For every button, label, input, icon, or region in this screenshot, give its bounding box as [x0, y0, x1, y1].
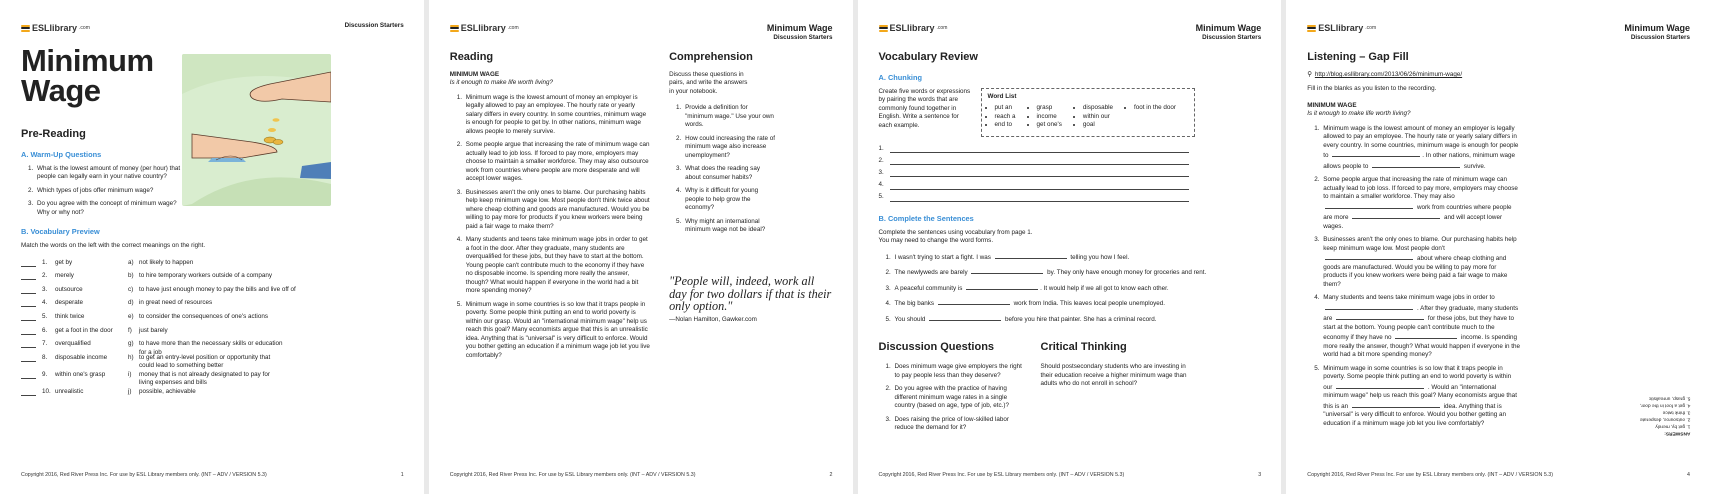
page-header — [450, 22, 833, 44]
answer-blank[interactable] — [21, 371, 36, 379]
answer-line[interactable] — [890, 183, 1189, 190]
section-heading: Pre-Reading — [21, 127, 86, 140]
complete-sentences — [879, 252, 1262, 325]
list-item: 4. Many students and teens take minimum wage jobs in order to . After they graduate, many students are for these jobs, but they have to start at the bottom. Young people can't contribute much to the economy if they have no income. Is spending more really the answer, though? What would happen if everyone in the world had a bit more spending money? — [1321, 294, 1521, 360]
answer-blank[interactable] — [1325, 303, 1413, 310]
list-item: 5. Why might an international minimum wage not be ideal? — [683, 218, 775, 235]
esl-library-logo: ESLlibrary .com — [879, 22, 948, 34]
table-row: 9. within one's grasp i) money that is not already designated to pay for living expenses and bills — [21, 371, 404, 388]
answer-blank[interactable] — [1352, 212, 1440, 219]
page-1 — [0, 0, 424, 494]
list-item: 2. Some people argue that increasing the rate of minimum wage can actually lead to job loss. If forced to pay more, employers may choose to maintain a smaller workforce. They may also outsource work from countries where people are more desperate and will accept lower wages. — [464, 141, 651, 184]
instructions: Discuss these questions in pairs, and write the answers in your notebook. — [669, 70, 748, 95]
instructions: Fill in the blanks as you listen to the recording. — [1307, 85, 1437, 93]
answer-blank[interactable] — [1336, 313, 1424, 320]
answer-blank[interactable] — [1332, 150, 1420, 157]
page-number: 4 — [1687, 471, 1690, 478]
article-question: Is it enough to make life worth living? — [449, 79, 554, 87]
subsection-heading: B. Complete the Sentences — [878, 213, 974, 223]
subsection-heading: A. Chunking — [878, 72, 923, 82]
section-heading: Listening – Gap Fill — [1307, 51, 1409, 63]
answer-line[interactable] — [890, 195, 1189, 202]
answer-blank[interactable] — [1325, 253, 1413, 260]
list-item: 3. Businesses aren't the only ones to blame. Our purchasing habits help keep minimum wage low. Most people don't about where cheap clothing and goods are manufactured. Would you be willing to pay more for products if you knew workers were being paid a fair wage to make them? — [1321, 236, 1521, 289]
quote-source: —Nolan Hamilton, Gawker.com — [669, 316, 757, 324]
page-3 — [858, 0, 1282, 494]
list-item: 4. Many students and teens take minimum wage jobs in order to get a foot in the door. After they graduate, many students are overqualified for these jobs, but they have to start at the bottom. Young people can't contribute much to the economy if they have no disposable income. Is spending more really the answer, though? What would happen if everyone in the world had a bit more spending money? — [464, 236, 651, 296]
page-header — [1307, 22, 1690, 44]
comprehension-column — [669, 44, 832, 365]
reading-paragraphs — [450, 94, 651, 361]
answer-blank[interactable] — [21, 313, 36, 321]
section-heading: Discussion Questions — [878, 341, 995, 354]
chunking-lines: 1. 2. 3. 4. 5. — [879, 141, 1189, 202]
answer-blank[interactable] — [21, 354, 36, 362]
critical-thinking-column — [1041, 334, 1191, 437]
list-item: 4. The big banks work from India. This leaves local people unemployed. — [893, 298, 1262, 309]
list-item: 2. How could increasing the rate of minimum wage also increase unemployment? — [683, 135, 775, 161]
list-item: 1. Minimum wage is the lowest amount of money an employer is legally allowed to pay an employee. The hourly rate or yearly salary differs in every country. In some countries, minimum wage is enough for people to . In other nations, minimum wage allows people to survive. — [1321, 125, 1521, 172]
discussion-column — [879, 334, 1025, 437]
table-row: 7. overqualified g) to have more than the necessary skills or education for a job — [21, 340, 404, 354]
section-heading: Comprehension — [669, 51, 753, 63]
answer-blank[interactable] — [971, 267, 1043, 274]
answer-blank[interactable] — [21, 286, 36, 294]
answer-blank[interactable] — [995, 252, 1067, 259]
list-item: 2. Which types of jobs offer minimum wage? — [35, 187, 185, 196]
list-item: 5. Minimum wage in some countries is so low that it traps people in poverty. Some people think putting an end to world poverty is within our grasp. Would an "international minimum wage" help us reach this goal? Many economists argue that this is an unrealistic idea. Anything that is "universal" is very difficult to enforce. Would you bother getting an education if a minimum wage job let you live comfortably? — [464, 301, 651, 361]
table-row: 5. think twice e) to consider the consequences of one's actions — [21, 313, 404, 327]
table-row: 8. disposable income h) to get an entry-level position or opportunity that could lead to something better — [21, 354, 404, 371]
warmup-questions — [21, 165, 185, 218]
list-item: 2. Some people argue that increasing the rate of minimum wage can actually lead to job loss. If forced to pay more, employers may choose to maintain a smaller workforce. They may also work from countries where people are more and will accept lower wages. — [1321, 176, 1521, 231]
esl-library-logo: ESLlibrary .com — [450, 22, 519, 34]
critical-thinking-question: Should postsecondary students who are investing in their education receive a higher minimum wage than adults who do not enroll in school? — [1040, 363, 1187, 388]
list-item: 1. What is the lowest amount of money (per hour) that people can legally earn in your native country? — [35, 165, 185, 182]
answer-line[interactable] — [890, 158, 1189, 165]
answer-line[interactable] — [890, 170, 1189, 177]
pull-quote: "People will, indeed, work all day for two dollars if that is their only option." — [669, 273, 832, 314]
instructions: Complete the sentences using vocabulary from page 1. You may need to change the word forms. — [878, 228, 1033, 245]
table-row: 1. get by a) not likely to happen — [21, 259, 404, 273]
section-heading: Vocabulary Review — [878, 51, 978, 63]
page-2 — [429, 0, 853, 494]
list-item: 1. I wasn't trying to start a fight. I was telling you how I feel. — [893, 252, 1262, 263]
page-number: 2 — [829, 471, 833, 478]
discussion-questions — [879, 363, 1025, 433]
list-item: 2. The newlyweds are barely by. They only have enough money for groceries and rent. — [893, 267, 1262, 278]
list-item: 5. You should before you hire that painter. She has a criminal record. — [893, 314, 1262, 325]
header-title: Minimum Wage Discussion Starters — [766, 23, 833, 42]
list-item: 3. Do you agree with the concept of minimum wage? Why or why not? — [35, 200, 185, 217]
answer-blank[interactable] — [1372, 161, 1460, 168]
answer-blank[interactable] — [966, 283, 1038, 290]
book-icon — [879, 25, 888, 32]
reading-column — [450, 44, 651, 365]
header-title: Minimum Wage Discussion Starters — [1195, 23, 1262, 42]
answer-blank[interactable] — [21, 340, 36, 348]
upside-down-answers: ANSWERS: 1. get by, merely 2. outsource, desperate 3. think twice 4. get a foot in the door, 5. grasp, unrealistic — [1639, 396, 1690, 436]
answer-blank[interactable] — [938, 298, 1010, 305]
list-item: 2. Do you agree with the practice of having different minimum wage rates in a single country (based on age, type of job, etc.)? — [893, 385, 1025, 411]
article-title: MINIMUM WAGE — [449, 70, 500, 78]
page-title: Minimum Wage — [21, 43, 154, 109]
list-item: 3. What does the reading say about consumer habits? — [683, 165, 775, 182]
table-row: 2. merely b) to hire temporary workers outside of a company — [21, 272, 404, 286]
book-icon — [21, 25, 30, 32]
esl-library-logo: ESLlibrary .com — [21, 22, 90, 34]
esl-library-logo: ESLlibrary .com — [1307, 22, 1376, 34]
table-row: 4. desperate d) in great need of resources — [21, 299, 404, 313]
list-item: 1. Provide a definition for "minimum wage." Use your own words. — [683, 104, 775, 130]
hands-coins-illustration — [182, 54, 331, 206]
answer-blank[interactable] — [21, 299, 36, 307]
pin-icon: ⚲ — [1307, 70, 1312, 78]
page-footer: Copyright 2016, Red River Press Inc. For use by ESL Library members only. (INT – ADV / VERSION 5.3) 3 — [878, 471, 1262, 478]
list-item: 3. Does raising the price of low-skilled labor reduce the demand for it? — [893, 416, 1025, 433]
comprehension-questions — [669, 104, 775, 235]
list-item: 1. Minimum wage is the lowest amount of money an employer is legally allowed to pay an employee. The hourly rate or yearly salary differs in every country. In some countries, minimum wage is enough for people to get by. In other nations, minimum wage allows people to merely survive. — [464, 94, 651, 137]
page-number: 1 — [400, 471, 404, 478]
page-4 — [1286, 0, 1710, 494]
table-row: 3. outsource c) to have just enough money to pay the bills and live off of — [21, 286, 404, 300]
word-list-box: Word List • put an • reach a • end to • grasp • income • get one's • disposable • within our • goal • foot in the door — [981, 88, 1195, 137]
answer-blank[interactable] — [21, 388, 36, 396]
instructions: Match the words on the left with the correct meanings on the right. — [21, 242, 206, 250]
instructions: Create five words or expressions by pairing the words that are commonly found together in English. Write a sentence for each example. — [878, 87, 971, 129]
list-item: 5. Minimum wage in some countries is so low that it traps people in poverty. Some people think putting an end to world poverty is within our . Would an "international minimum wage" help us reach this goal? Many economists argue that this is an idea. Anything that is "universal" is very difficult to enforce. Would you bother getting an education if a minimum wage job let you live comfortably? — [1321, 365, 1521, 429]
answer-blank[interactable] — [21, 327, 36, 335]
subsection-heading: B. Vocabulary Preview — [21, 227, 100, 237]
table-row: 10. unrealistic j) possible, achievable — [21, 388, 404, 402]
answer-blank[interactable] — [1395, 332, 1457, 339]
answer-blank[interactable] — [929, 314, 1001, 321]
answer-blank[interactable] — [21, 272, 36, 280]
answer-blank[interactable] — [1325, 202, 1413, 209]
answer-blank[interactable] — [21, 259, 36, 267]
header-category: Discussion Starters — [344, 22, 404, 29]
page-footer: Copyright 2016, Red River Press Inc. For use by ESL Library members only. (INT – ADV / VERSION 5.3) 4 — [1307, 471, 1690, 478]
answer-blank[interactable] — [1352, 401, 1440, 408]
article-title: MINIMUM WAGE — [1307, 101, 1357, 109]
article-question: Is it enough to make life worth living? — [1307, 110, 1411, 118]
page-header — [21, 22, 404, 44]
book-icon — [450, 25, 459, 32]
table-row: 6. get a foot in the door f) just barely — [21, 327, 404, 341]
list-item: 1. Does minimum wage give employers the right to pay people less than they deserve? — [893, 363, 1025, 380]
recording-link[interactable]: http://blog.esllibrary.com/2013/06/26/minimum-wage/ — [1314, 70, 1463, 78]
header-title: Minimum Wage Discussion Starters — [1624, 23, 1690, 42]
page-header — [879, 22, 1262, 44]
book-icon — [1307, 25, 1316, 32]
vocab-match-table — [21, 259, 404, 402]
list-item: 4. Why is it difficult for young people to help grow the economy? — [683, 187, 775, 213]
list-item: 3. Businesses aren't the only ones to blame. Our purchasing habits help keep minimum wage low. Most people don't think twice about where cheap clothing and goods are manufactured. Would you be willing to pay more for products if you knew workers were being paid a fair wage to make them? — [464, 189, 651, 232]
section-heading: Reading — [449, 51, 494, 63]
answer-blank[interactable] — [1336, 382, 1424, 389]
answer-line[interactable] — [890, 146, 1189, 153]
page-footer: Copyright 2016, Red River Press Inc. For use by ESL Library members only. (INT – ADV / VERSION 5.3) 1 — [21, 471, 404, 478]
subsection-heading: A. Warm-Up Questions — [21, 149, 102, 159]
page-footer: Copyright 2016, Red River Press Inc. For use by ESL Library members only. (INT – ADV / VERSION 5.3) 2 — [449, 471, 833, 478]
section-heading: Critical Thinking — [1040, 341, 1127, 354]
page-number: 3 — [1258, 471, 1262, 478]
gap-fill-paragraphs — [1307, 125, 1521, 429]
list-item: 3. A peaceful community is . It would help if we all got to know each other. — [893, 283, 1262, 294]
